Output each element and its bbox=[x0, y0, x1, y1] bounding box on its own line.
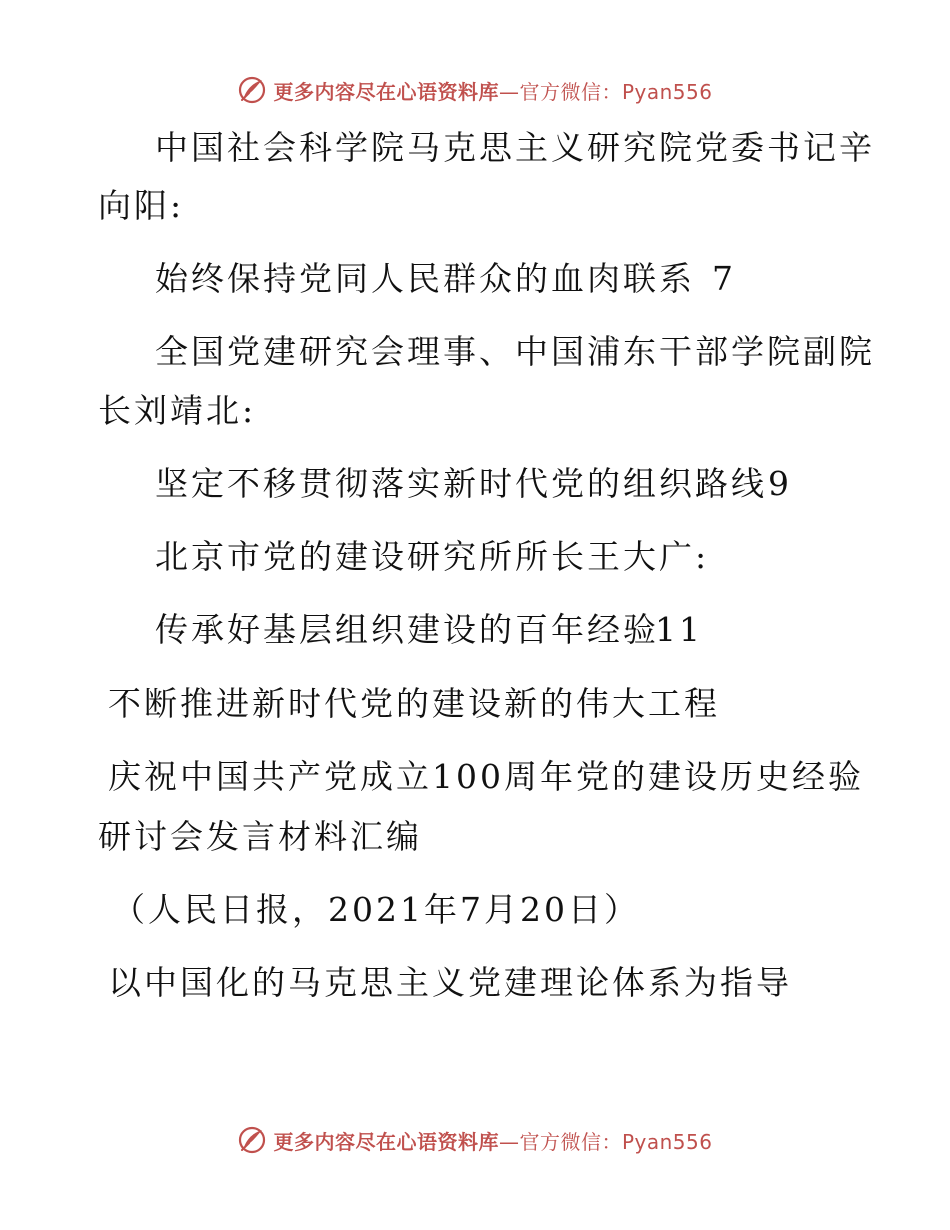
toc-entry-title: 始终保持党同人民群众的血肉联系 bbox=[155, 259, 695, 298]
section-heading: 不断推进新时代党的建设新的伟大工程 bbox=[108, 684, 720, 723]
section-heading: 庆祝中国共产党成立100周年党的建设历史经验 bbox=[108, 757, 864, 796]
section-heading: 研讨会发言材料汇编 bbox=[98, 817, 422, 856]
toc-entry-title: 坚定不移贯彻落实新时代党的组织路线 bbox=[155, 464, 767, 503]
section-heading: 以中国化的马克思主义党建理论体系为指导 bbox=[108, 963, 792, 1002]
toc-page-number: 9 bbox=[768, 464, 792, 503]
text-line: 向阳: bbox=[98, 186, 185, 225]
watermark-text: 更多内容尽在心语资料库—官方微信：Pyan556 bbox=[273, 1129, 713, 1154]
text-line: 长刘靖北: bbox=[98, 391, 257, 430]
feather-pen-logo-icon bbox=[237, 1125, 267, 1155]
text-line: 中国社会科学院马克思主义研究院党委书记辛 bbox=[155, 128, 875, 167]
toc-page-number: 7 bbox=[712, 259, 736, 298]
toc-page-number: 11 bbox=[655, 610, 703, 649]
text-line: 全国党建研究会理事、中国浦东干部学院副院 bbox=[155, 332, 875, 371]
text-line: 北京市党的建设研究所所长王大广: bbox=[155, 537, 710, 576]
source-citation: （人民日报，2021年7月20日） bbox=[112, 890, 640, 929]
watermark-text: 更多内容尽在心语资料库—官方微信：Pyan556 bbox=[273, 79, 713, 104]
toc-entry-title: 传承好基层组织建设的百年经验 bbox=[155, 610, 659, 649]
footer-watermark bbox=[0, 1120, 950, 1160]
